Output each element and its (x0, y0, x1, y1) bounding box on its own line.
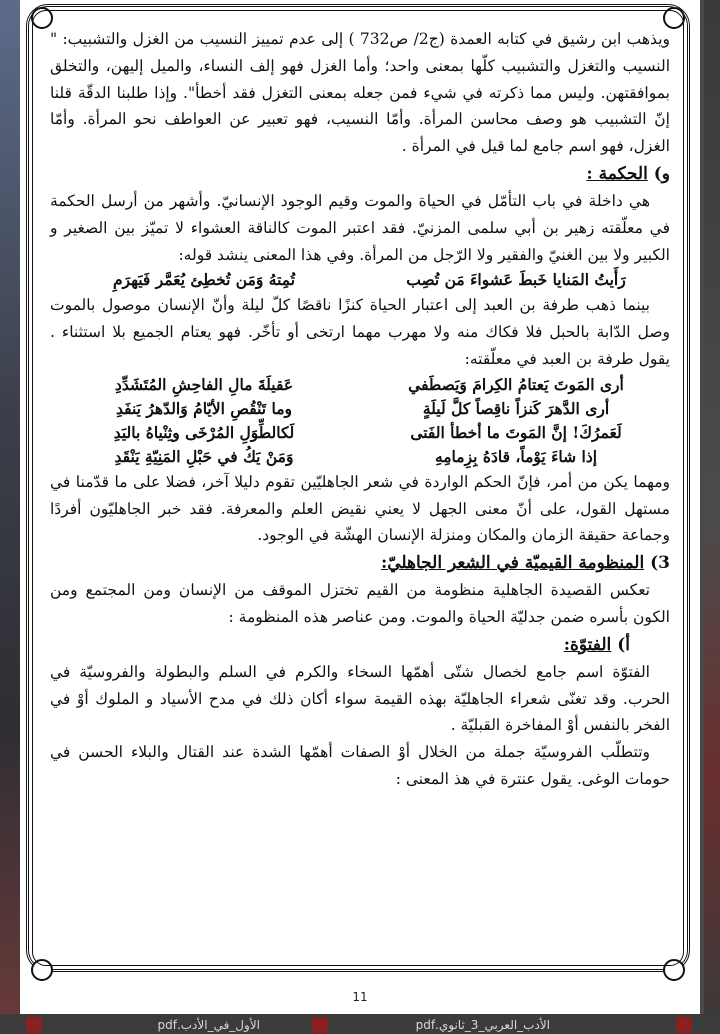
verse-line (50, 373, 670, 397)
file-tab[interactable]: الأدب_العربي_3_ثانوي.pdf (415, 1018, 550, 1032)
heading-section-3 (50, 549, 670, 577)
paragraph-conclusion: ومهما يكن من أمر، فإنّ الحكم الواردة في شعر الجاهليّين تقوم دليلا آخر، فضلا على ما قدّمنا في مستهل القول، على أنّ معنى الجهل لا يعني نقيض العلم والمعرفة. فقد خبر الجاهليّون أفردًا وجماعة حقيقة الزمان والمكان ومنزلة الإنسان الهشّة في الوجود. (50, 472, 670, 545)
paragraph-hikma: هي داخلة في باب التأمّل في الحياة والموت وقيم الوجود الإنسانيّ. وأشهر من أرسل الحكمة في معلّقته زهير بن أبي سلمى المزنيّ. فقد اعتبر الموت كالناقة العشواء لا تميّز بين الصغير و الكبير ولا بين الغنيّ والفقير ولا الرّجل من المرأة. وفي هذا المعنى ينشد قوله: (50, 191, 670, 264)
window-background-left (0, 0, 20, 1034)
verse-hemistich-left: وما تَنْقُصِ الأيّامُ وَالدّهرُ يَنفَدِ (115, 398, 293, 418)
verse-hemistich-left: عَقيلَةَ مالِ الفاحِشِ المُتَشَدِّدِ (114, 374, 294, 394)
document-page (20, 0, 700, 1014)
verse-hemistich-right: إذا شاءَ يَوْماً، قادَهُ بِزِمامِهِ (434, 446, 598, 466)
verse-line (50, 421, 670, 445)
paragraph-tarafa: بينما ذهب طرفة بن العبد إلى اعتبار الحياة كنزًا ناقصًا كلّ ليلة وأنّ الإنسان موصول بالموت وصل الدّابة بالحبل فلا فكاك منه ولا مهرب مهما ارتخى أو تأخّر. فهو يعتام الجميع بلا استثناء . يقول طرفة بن العبد في معلّقته: (50, 296, 670, 368)
paragraph-ghazal: ويذهب ابن رشيق في كتابه العمدة (ج2/ ص732 ) إلى عدم تمييز النسيب من الغزل والتشبيب: " النسيب والتغزل والتشبيب كلّها بمعنى واحد؛ وأما الغزل فهو إلف النساء، والميل إليهن، والتخلق بموافقتهن. وليس مما ذكرته في شيء فمن جعله بمعنى التغزل فقد أخطأ". وإذا طلبنا الدقّة قلنا إنّ التشبيب هو وصف محاسن المرأة. وأمّا النسيب، فهو تعبير عن العواطف نحو المرأة. وأمّا الغزل، فهو اسم جامع لما قيل في المرأة . (50, 30, 670, 156)
verse-line (50, 445, 670, 469)
heading-text: الحكمة : (586, 163, 648, 184)
verse-hemistich-left: لَكالطِّوَلِ المُرْخَى وثِنْياهُ باليَدِ (113, 422, 295, 442)
verse-hemistich-left: وَمَنْ يَكُ في حَبْلِ المَنِيّةِ يَنْقَدِ (114, 446, 294, 466)
paragraph-values: تعكس القصيدة الجاهلية منظومة من القيم تختزل الموقف من الإنسان ومن المجتمع ومن الكون بأسره ضمن جدليّة الحياة والموت. ومن عناصر هذه المنظومة : (50, 581, 670, 626)
paragraph-futuwwa: الفتوّة اسم جامع لخصال شتّى أهمّها السخاء والكرم في السلم والبطولة والفروسيّة في الحرب. وقد تغنّى شعراء الجاهليّة بهذه القيمة سواء أكان ذلك في مدح الأسياد و الملوك أوْ في الفخر بالنفس أوْ المفاخرة القبليّة . (50, 662, 670, 735)
verse-zuhair (50, 268, 670, 292)
page-content (50, 26, 670, 793)
verse-hemistich-right: أرى المَوتَ يَعتامُ الكِرامَ وَيَصطَفي (408, 374, 624, 394)
heading-prefix: أ) (617, 634, 630, 655)
heading-prefix: و) (653, 163, 670, 184)
heading-text: المنظومة القيميّة في الشعر الجاهليّ: (380, 553, 645, 574)
verse-line (50, 397, 670, 421)
page-number: 11 (352, 990, 368, 1004)
verse-hemistich-right: لَعَمرُكَ! إنَّ المَوتَ ما أخطأ الفَتى (410, 422, 622, 442)
heading-hikma (50, 160, 670, 188)
verses-tarafa (50, 373, 670, 469)
pdf-icon (676, 1017, 692, 1033)
pdf-icon (312, 1017, 328, 1033)
verse-hemistich-left: تُمِتهُ وَمَن تُخطِئ يُعَمَّر فَيَهرَمِ (112, 270, 296, 290)
heading-number: 3) (650, 553, 670, 574)
heading-futuwwa (50, 631, 670, 659)
pdf-icon (26, 1017, 42, 1033)
verse-hemistich-right: رَأَيتُ المَنايا خَبطَ عَشواءَ مَن تُصِب (406, 270, 626, 290)
verse-hemistich-right: أرى الدَّهرَ كَنزاً ناقِصاً كلَّ لَيلَةٍ (422, 398, 610, 418)
taskbar-strip (0, 1014, 720, 1034)
paragraph-furusiyya: وتتطلّب الفروسيّة جملة من الخلال أوْ الصفات أهمّها الشدة عند القتال والبلاء الحسن في حومات الوغى. يقول عنترة في هذ المعنى : (50, 743, 670, 788)
heading-text: الفتوّة: (563, 634, 612, 655)
window-background-right (704, 0, 720, 1034)
file-tab[interactable]: الأول_في_الأدب.pdf (157, 1018, 260, 1032)
